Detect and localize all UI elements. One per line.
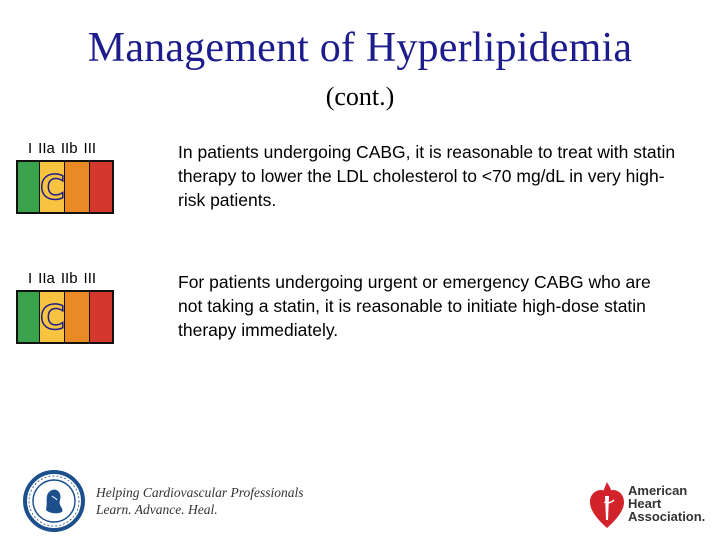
class-iib-segment	[65, 292, 90, 342]
level-of-evidence-letter: C	[40, 168, 65, 208]
aha-wordmark-line-1: American	[628, 483, 688, 498]
class-iib-segment	[65, 162, 90, 212]
class-label-iia: IIa	[38, 270, 55, 287]
class-label-i: I	[28, 140, 33, 157]
acc-seal-logo	[22, 470, 86, 537]
class-label-iii: III	[83, 140, 97, 157]
acc-tagline-line-2: Learn. Advance. Heal.	[96, 502, 218, 517]
slide-subtitle	[0, 82, 720, 112]
aha-heart-torch-icon	[588, 480, 626, 535]
class-label-iib: IIb	[60, 140, 78, 157]
class-label-iia: IIa	[38, 140, 55, 157]
subtitle-text: (cont.)	[325, 82, 395, 111]
level-of-evidence-letter: C	[40, 298, 65, 338]
slide-title: Management of Hyperlipidemia	[87, 25, 633, 71]
class-label-iii: III	[83, 270, 97, 287]
class-iia-segment	[40, 162, 65, 212]
class-label-iib: IIb	[60, 270, 78, 287]
acc-tagline	[96, 484, 304, 518]
recommendation-text: In patients undergoing CABG, it is reasonable to treat with statin therapy to lower the LDL cholesterol to <70 mg/dL in very high-risk patients.	[178, 142, 676, 210]
recommendation-text: For patients undergoing urgent or emergency CABG who are not taking a statin, it is reasonable to initiate high-dose statin therapy immediately.	[178, 272, 651, 340]
class-iii-segment	[90, 162, 112, 212]
class-labels	[28, 140, 102, 157]
class-i-segment	[18, 162, 40, 212]
class-labels	[28, 270, 102, 287]
class-iii-segment	[90, 292, 112, 342]
class-label-i: I	[28, 270, 33, 287]
aha-wordmark	[628, 484, 705, 523]
class-i-segment	[18, 292, 40, 342]
class-of-recommendation-box	[16, 290, 114, 344]
class-iia-segment	[40, 292, 65, 342]
class-of-recommendation-box	[16, 160, 114, 214]
aha-wordmark-line-3: Association.	[628, 509, 706, 524]
acc-tagline-line-1: Helping Cardiovascular Professionals	[96, 485, 304, 500]
aha-wordmark-line-2: Heart	[628, 496, 662, 511]
